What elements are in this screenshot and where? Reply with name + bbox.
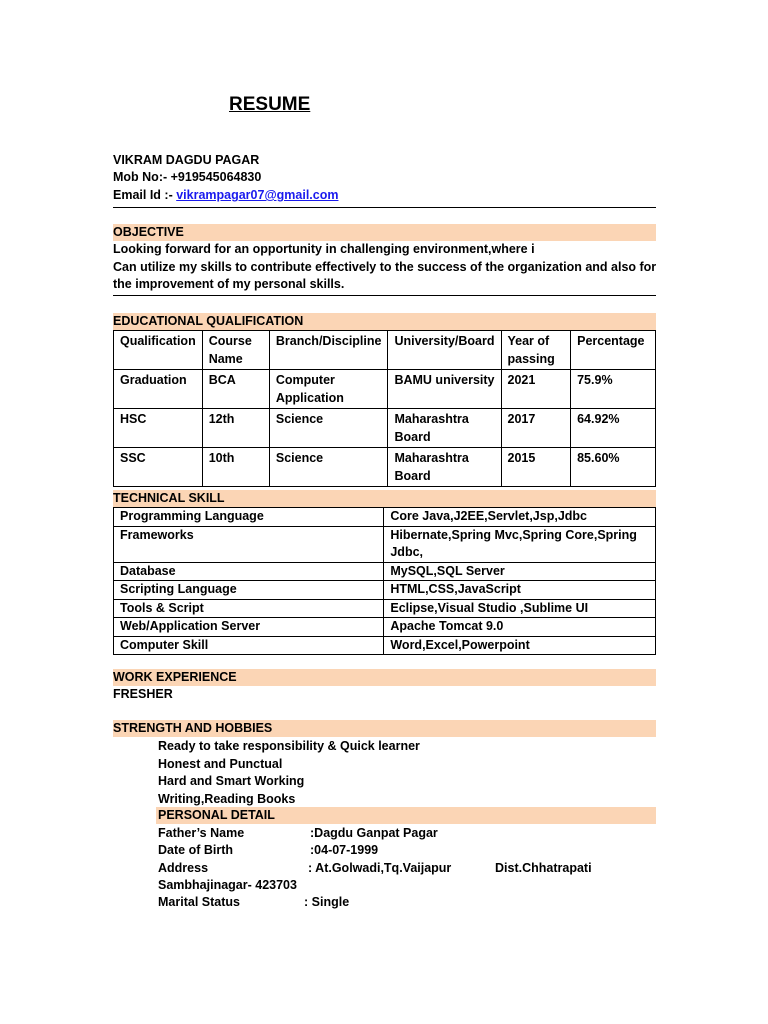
skill-category: Computer Skill <box>114 636 384 655</box>
address-row <box>158 860 592 878</box>
divider <box>113 295 656 296</box>
table-cell: Graduation <box>114 370 203 409</box>
dob-value: :04-07-1999 <box>310 843 379 857</box>
fathers-name-row <box>158 825 438 843</box>
skill-category: Programming Language <box>114 508 384 527</box>
table-row <box>114 562 656 581</box>
table-row <box>114 409 656 448</box>
address-line2: Sambhajinagar- 423703 <box>158 878 297 892</box>
work-heading <box>113 669 656 686</box>
table-header-cell: Qualification <box>114 331 203 370</box>
objective-heading <box>113 224 656 241</box>
fathers-name-label: Father’s Name <box>158 826 245 840</box>
email-label: Email Id :- <box>113 188 177 202</box>
skill-category: Web/Application Server <box>114 618 384 637</box>
marital-value: : Single <box>304 895 350 909</box>
skill-value: Eclipse,Visual Studio ,Sublime UI <box>384 599 656 618</box>
technical-heading-text: TECHNICAL SKILL <box>113 491 225 505</box>
table-cell: Science <box>269 448 388 487</box>
address-value: : At.Golwadi,Tq.Vaijapur <box>308 861 452 875</box>
address-label: Address <box>158 861 209 875</box>
education-heading-text: EDUCATIONAL QUALIFICATION <box>113 314 304 328</box>
skill-value: Core Java,J2EE,Servlet,Jsp,Jdbc <box>384 508 656 527</box>
objective-line: the improvement of my personal skills. <box>113 277 345 291</box>
divider <box>113 207 656 208</box>
table-header-cell: Year of passing <box>501 331 571 370</box>
table-cell: 2021 <box>501 370 571 409</box>
skill-category: Scripting Language <box>114 581 384 600</box>
skill-category: Tools & Script <box>114 599 384 618</box>
list-item: Ready to take responsibility & Quick learner <box>158 739 420 753</box>
marital-label: Marital Status <box>158 895 240 909</box>
table-cell: Computer Application <box>269 370 388 409</box>
table-header-row <box>114 331 656 370</box>
mobile-number: Mob No:- +919545064830 <box>113 170 262 184</box>
table-header-cell: Course Name <box>202 331 269 370</box>
technical-skill-table <box>113 507 656 655</box>
personal-heading-text: PERSONAL DETAIL <box>158 808 275 822</box>
technical-heading <box>113 490 656 507</box>
table-row <box>114 636 656 655</box>
table-cell: BCA <box>202 370 269 409</box>
skill-value: HTML,CSS,JavaScript <box>384 581 656 600</box>
candidate-name: VIKRAM DAGDU PAGAR <box>113 153 260 167</box>
skill-value: Word,Excel,Powerpoint <box>384 636 656 655</box>
dob-row <box>158 842 379 860</box>
marital-row <box>158 894 350 912</box>
table-cell: Science <box>269 409 388 448</box>
skill-value: Apache Tomcat 9.0 <box>384 618 656 637</box>
table-cell: 75.9% <box>571 370 656 409</box>
table-cell: 64.92% <box>571 409 656 448</box>
dob-label: Date of Birth <box>158 843 233 857</box>
table-row <box>114 526 656 562</box>
table-row <box>114 370 656 409</box>
resume-title: RESUME <box>229 94 311 115</box>
skill-category: Database <box>114 562 384 581</box>
skill-value: MySQL,SQL Server <box>384 562 656 581</box>
table-row <box>114 581 656 600</box>
email-line <box>113 187 338 205</box>
objective-line: Can utilize my skills to contribute effectively to the success of the organization and also for <box>113 259 657 274</box>
objective-line: Looking forward for an opportunity in challenging environment,where i <box>113 242 535 256</box>
work-value: FRESHER <box>113 687 173 701</box>
table-cell: 2017 <box>501 409 571 448</box>
address-district: Dist.Chhatrapati <box>495 861 592 875</box>
work-heading-text: WORK EXPERIENCE <box>113 670 237 684</box>
table-row <box>114 448 656 487</box>
table-row <box>114 508 656 527</box>
education-heading <box>113 313 656 330</box>
table-cell: Maharashtra Board <box>388 448 501 487</box>
skill-category: Frameworks <box>114 526 384 562</box>
objective-heading-text: OBJECTIVE <box>113 225 184 239</box>
table-row <box>114 599 656 618</box>
skill-value: Hibernate,Spring Mvc,Spring Core,Spring Jdbc, <box>384 526 656 562</box>
table-header-cell: Percentage <box>571 331 656 370</box>
list-item: Writing,Reading Books <box>158 791 296 806</box>
strength-heading-text: STRENGTH AND HOBBIES <box>113 721 273 735</box>
table-cell: 2015 <box>501 448 571 487</box>
list-item: Hard and Smart Working <box>158 774 305 788</box>
list-item: Honest and Punctual <box>158 756 283 771</box>
table-cell: 12th <box>202 409 269 448</box>
strength-list <box>158 738 420 808</box>
table-header-cell: University/Board <box>388 331 501 370</box>
table-cell: Maharashtra Board <box>388 409 501 448</box>
table-row <box>114 618 656 637</box>
table-cell: BAMU university <box>388 370 501 409</box>
fathers-name-value: :Dagdu Ganpat Pagar <box>310 826 438 840</box>
email-link[interactable]: vikrampagar07@gmail.com <box>176 188 339 202</box>
table-cell: 85.60% <box>571 448 656 487</box>
table-cell: SSC <box>114 448 203 487</box>
objective-text <box>113 241 656 294</box>
education-table <box>113 330 656 487</box>
strength-heading <box>113 720 656 737</box>
table-cell: 10th <box>202 448 269 487</box>
table-header-cell: Branch/Discipline <box>269 331 388 370</box>
table-cell: HSC <box>114 409 203 448</box>
personal-heading <box>156 807 656 824</box>
